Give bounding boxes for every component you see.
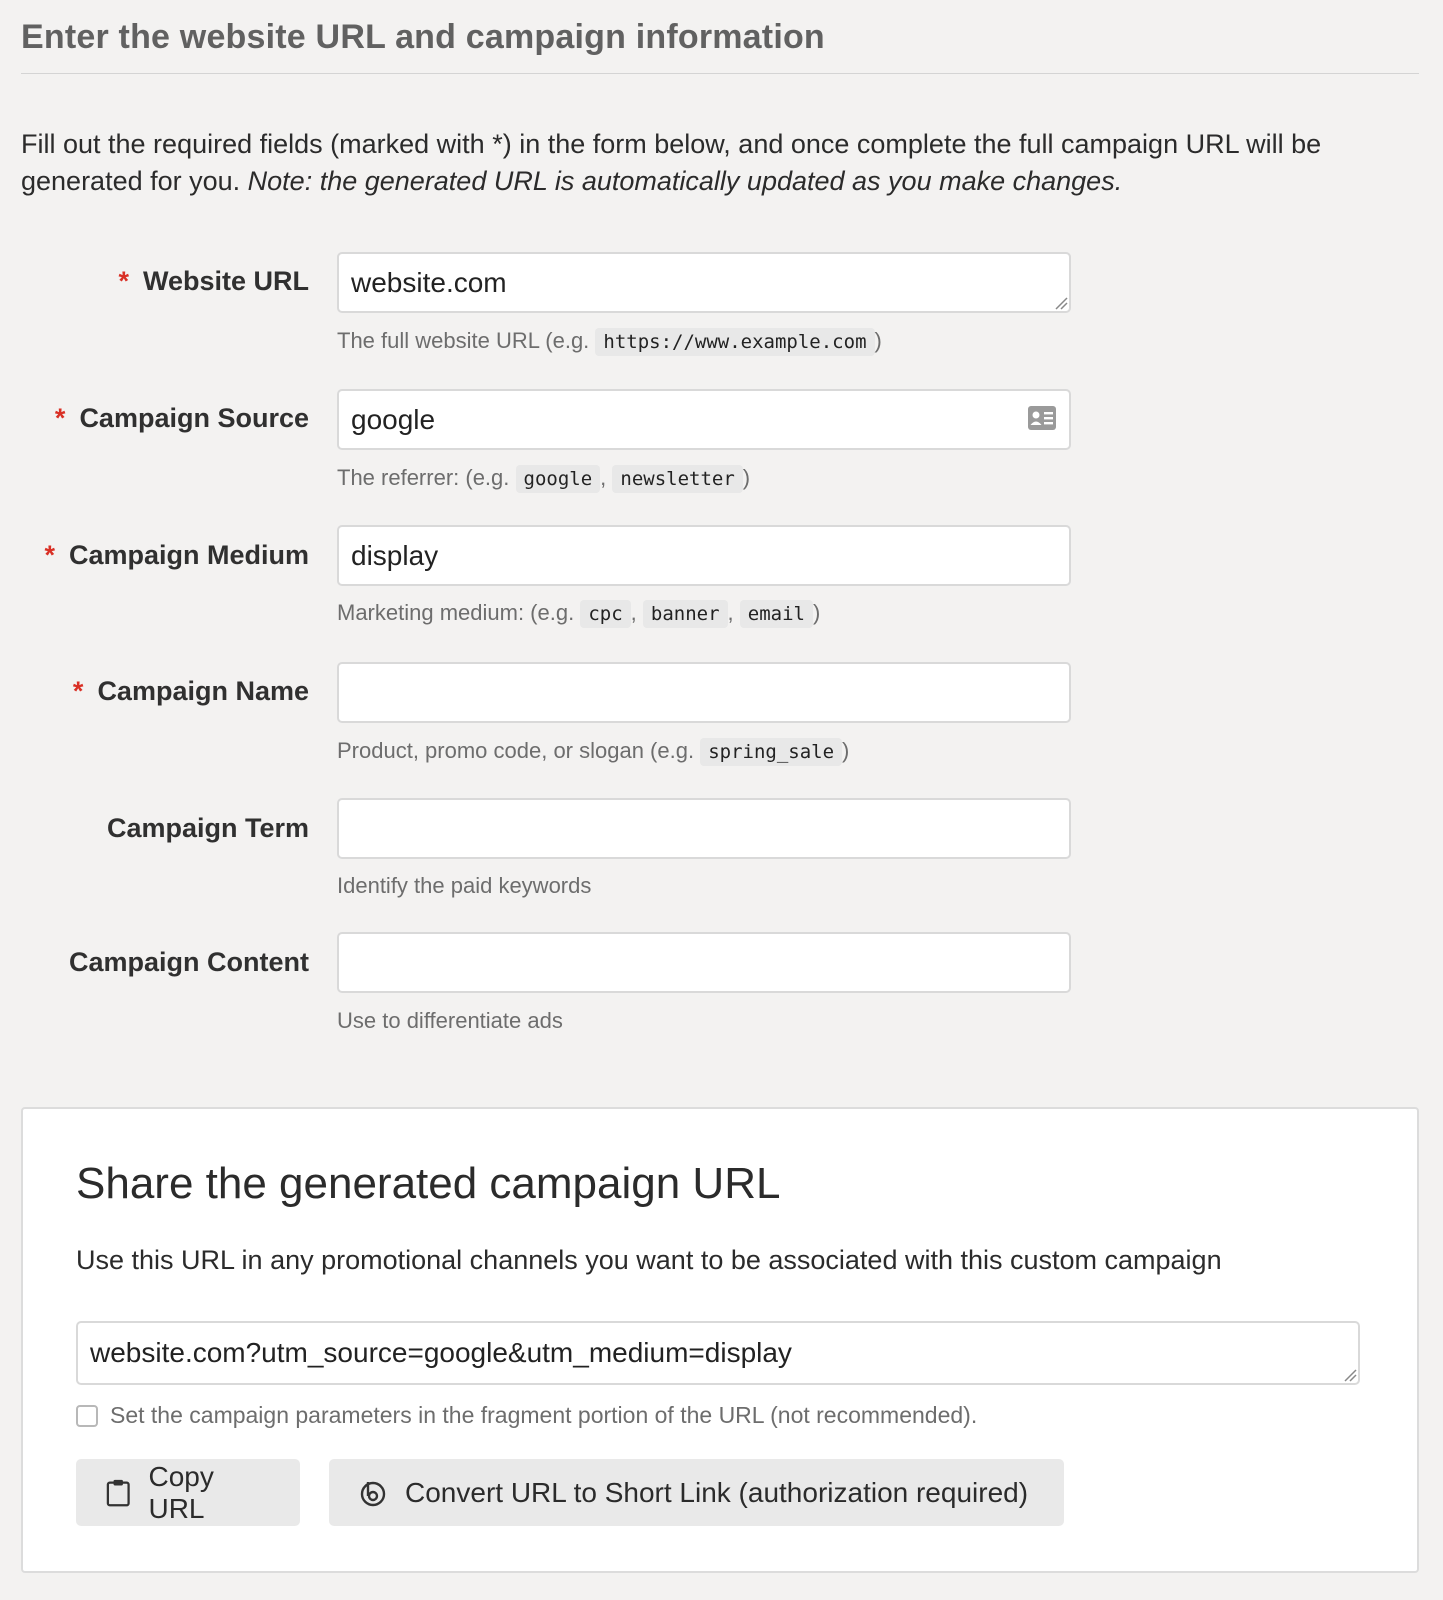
help-example-code: banner [643, 600, 728, 628]
intro-main: Fill out the required fields (marked with *) in the form below, and once complete the full campaign URL will be generated for you. [21, 129, 1322, 196]
help-example-code: google [516, 465, 601, 493]
share-panel [21, 1107, 1419, 1573]
campaign-content-input[interactable] [337, 932, 1071, 993]
required-mark: * [54, 403, 66, 433]
contact-card-icon[interactable] [1027, 405, 1057, 431]
campaign-term-input[interactable] [337, 798, 1071, 859]
required-mark: * [72, 676, 84, 706]
help-campaign-content: Use to differentiate ads [337, 1008, 563, 1033]
help-campaign-source [337, 465, 750, 491]
help-prefix: The full website URL (e.g. [337, 328, 596, 353]
campaign-form-page [21, 0, 1419, 200]
help-suffix: ) [842, 738, 850, 763]
fragment-checkbox-label: Set the campaign parameters in the fragment portion of the URL (not recommended). [110, 1402, 978, 1428]
website-url-input[interactable] [337, 252, 1071, 313]
fragment-option [76, 1402, 977, 1429]
campaign-source-wrapper [337, 389, 1071, 450]
clipboard-icon [106, 1478, 130, 1508]
help-website-url [337, 328, 882, 354]
help-prefix: The referrer: (e.g. [337, 465, 516, 490]
label-campaign-source [21, 403, 309, 434]
help-campaign-name [337, 738, 849, 764]
campaign-source-input[interactable] [337, 389, 1071, 450]
copy-url-label: Copy URL [148, 1460, 214, 1524]
help-suffix: ) [742, 465, 751, 490]
help-example-code: spring_sale [700, 738, 842, 766]
help-example-code: email [740, 600, 813, 628]
label-campaign-medium [21, 540, 309, 571]
help-example-code: cpc [580, 600, 630, 628]
help-campaign-medium [337, 600, 820, 626]
required-mark: * [44, 540, 55, 570]
help-separator: , [727, 600, 740, 625]
generated-url-field[interactable] [76, 1321, 1360, 1385]
label-text: Campaign Name [97, 676, 309, 706]
campaign-name-input[interactable] [337, 662, 1071, 723]
resize-handle-icon[interactable] [1343, 1368, 1357, 1382]
share-description: Use this URL in any promotional channels you want to be associated with this custom campaign [76, 1245, 1222, 1275]
generated-url-wrapper [76, 1321, 1360, 1385]
help-suffix: ) [874, 328, 882, 353]
required-mark: * [118, 266, 129, 296]
help-prefix: Product, promo code, or slogan (e.g. [337, 738, 701, 763]
intro-text [21, 126, 1419, 200]
section-title: Enter the website URL and campaign information [21, 18, 825, 56]
label-text: Website URL [142, 266, 309, 296]
intro-note: Note: the generated URL is automatically updated as you make changes. [247, 166, 1123, 196]
short-link-label: Convert URL to Short Link (authorization required) [405, 1476, 1029, 1508]
help-campaign-term: Identify the paid keywords [337, 873, 592, 898]
help-prefix: Marketing medium: (e.g. [337, 600, 581, 625]
label-text: Campaign Source [79, 403, 309, 433]
help-separator: , [600, 465, 613, 490]
fragment-checkbox[interactable] [76, 1405, 98, 1427]
help-separator: , [630, 600, 643, 625]
help-example-code: newsletter [612, 465, 742, 493]
label-campaign-term: Campaign Term [106, 813, 309, 843]
campaign-medium-input[interactable] [337, 525, 1071, 586]
label-campaign-name [21, 676, 309, 707]
resize-handle-icon[interactable] [1054, 296, 1068, 310]
label-campaign-content: Campaign Content [69, 947, 309, 977]
title-divider [21, 73, 1419, 74]
short-link-button[interactable] [329, 1459, 1064, 1526]
help-suffix: ) [812, 600, 821, 625]
website-url-wrapper [337, 252, 1071, 313]
label-text: Campaign Medium [68, 540, 309, 570]
copy-url-button[interactable] [76, 1459, 300, 1526]
help-example-code: https://www.example.com [595, 328, 874, 356]
bitly-icon [359, 1479, 387, 1507]
label-website-url [21, 266, 309, 297]
share-title: Share the generated campaign URL [76, 1159, 781, 1208]
